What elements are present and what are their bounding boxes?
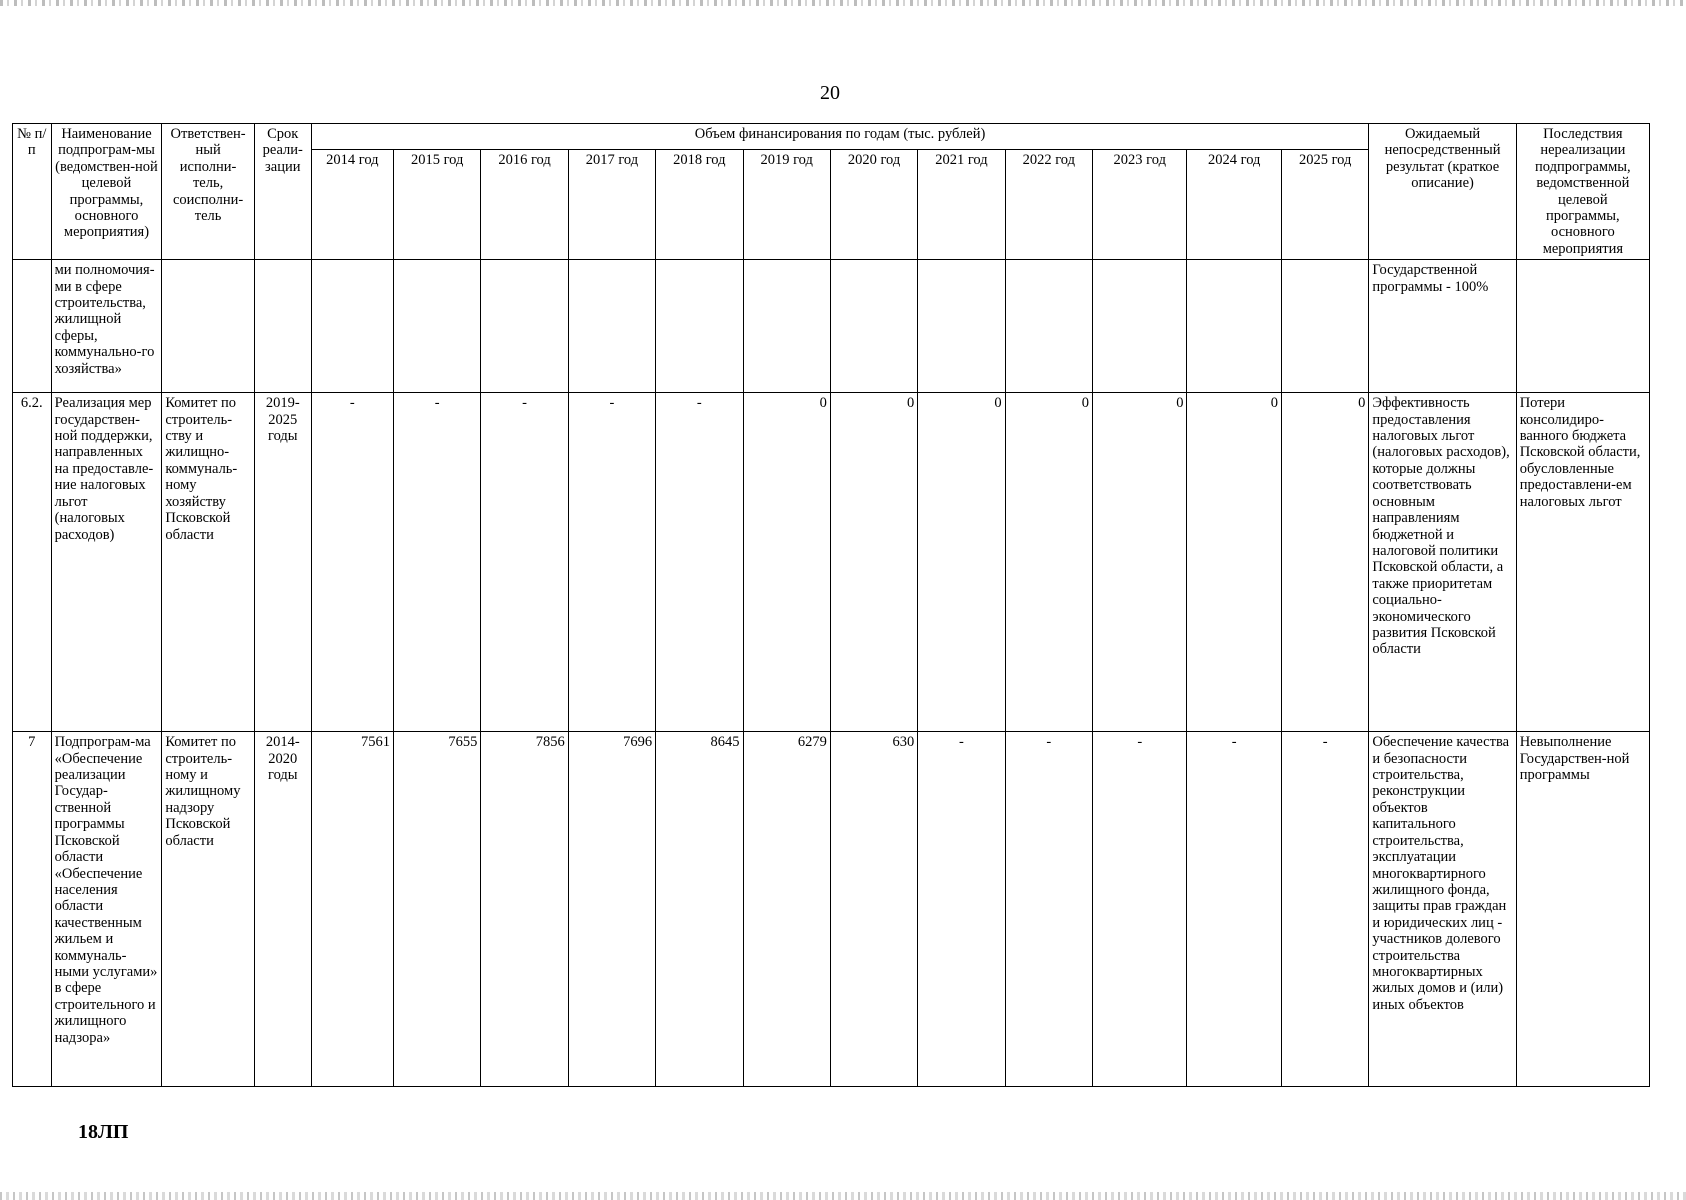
row-value: 0 xyxy=(1281,393,1368,732)
header-year: 2024 год xyxy=(1187,150,1281,260)
row-value: - xyxy=(1093,732,1187,1087)
row-value: 0 xyxy=(830,393,917,732)
row-value: 7655 xyxy=(394,732,481,1087)
header-num: № п/п xyxy=(13,124,52,260)
row-value: - xyxy=(918,732,1005,1087)
row-value: - xyxy=(656,393,743,732)
row-term xyxy=(254,260,311,393)
row-value: 7856 xyxy=(481,732,568,1087)
row-responsible: Комитет по строитель-ному и жилищному надзору Псковской области xyxy=(162,732,254,1087)
row-name: Реализация мер государствен-ной поддержки, направленных на предоставле-ние налоговых льгот (налоговых расходов) xyxy=(51,393,162,732)
row-result: Государственной программы - 100% xyxy=(1369,260,1516,393)
row-value xyxy=(1005,260,1092,393)
row-result: Эффективность предоставления налоговых льгот (налоговых расходов), которые должны соответствовать основным направлениям бюджетной и налоговой политики Псковской области, а также приоритетам социально-экономического развития Псковской области xyxy=(1369,393,1516,732)
header-year: 2022 год xyxy=(1005,150,1092,260)
header-responsible: Ответствен-ный исполни-тель, соисполни-тель xyxy=(162,124,254,260)
row-value: 630 xyxy=(830,732,917,1087)
row-value: 0 xyxy=(918,393,1005,732)
header-year: 2023 год xyxy=(1093,150,1187,260)
row-value: 7696 xyxy=(568,732,655,1087)
row-value: 0 xyxy=(1187,393,1281,732)
header-year: 2019 год xyxy=(743,150,830,260)
row-value xyxy=(311,260,393,393)
table-row-6-2 xyxy=(13,393,1650,732)
row-value: - xyxy=(311,393,393,732)
row-result: Обеспечение качества и безопасности строительства, реконструкции объектов капитального строительства, эксплуатации многоквартирного жилищного фонда, защиты прав граждан и юридических лиц - участников долевого строительства многоквартирных жилых домов и (или) иных объектов xyxy=(1369,732,1516,1087)
row-value xyxy=(481,260,568,393)
header-result: Ожидаемый непосредственный результат (краткое описание) xyxy=(1369,124,1516,260)
row-consequences: Невыполнение Государствен-ной программы xyxy=(1516,732,1649,1087)
header-year: 2017 год xyxy=(568,150,655,260)
header-year: 2020 год xyxy=(830,150,917,260)
row-name: ми полномочия-ми в сфере строительства, жилищной сферы, коммунально-го хозяйства» xyxy=(51,260,162,393)
row-value: - xyxy=(568,393,655,732)
row-value: 0 xyxy=(743,393,830,732)
scan-edge-top xyxy=(0,0,1686,6)
row-value: 0 xyxy=(1093,393,1187,732)
row-value xyxy=(656,260,743,393)
row-value xyxy=(394,260,481,393)
header-term: Срок реали-зации xyxy=(254,124,311,260)
header-consequences: Последствия нереализации подпрограммы, ведомственной целевой программы, основного мероприятия xyxy=(1516,124,1649,260)
row-value: 8645 xyxy=(656,732,743,1087)
row-value: - xyxy=(1281,732,1368,1087)
row-value: - xyxy=(481,393,568,732)
row-value xyxy=(568,260,655,393)
row-term: 2014-2020 годы xyxy=(254,732,311,1087)
row-value xyxy=(918,260,1005,393)
header-year: 2018 год xyxy=(656,150,743,260)
row-value: - xyxy=(394,393,481,732)
row-value: 0 xyxy=(1005,393,1092,732)
row-responsible: Комитет по строитель-ству и жилищно-коммуналь-ному хозяйству Псковской области xyxy=(162,393,254,732)
table-row-7 xyxy=(13,732,1650,1087)
row-value xyxy=(743,260,830,393)
header-year: 2016 год xyxy=(481,150,568,260)
row-value: 6279 xyxy=(743,732,830,1087)
row-name: Подпрограм-ма «Обеспечение реализации Государ-ственной программы Псковской области «Обеспечение населения области качественным жильем и коммуналь-ными услугами» в сфере строительного и жилищного надзора» xyxy=(51,732,162,1087)
funding-table xyxy=(12,123,1650,1087)
row-value xyxy=(1093,260,1187,393)
page-number: 20 xyxy=(820,82,840,104)
row-consequences xyxy=(1516,260,1649,393)
header-funding-group: Объем финансирования по годам (тыс. рублей) xyxy=(311,124,1369,150)
row-value xyxy=(1187,260,1281,393)
header-name: Наименование подпрограм-мы (ведомствен-ной целевой программы, основного мероприятия) xyxy=(51,124,162,260)
row-num: 7 xyxy=(13,732,52,1087)
row-value xyxy=(1281,260,1368,393)
header-year: 2025 год xyxy=(1281,150,1368,260)
row-value: 7561 xyxy=(311,732,393,1087)
scan-edge-bottom xyxy=(0,1192,1686,1200)
row-value xyxy=(830,260,917,393)
table-row-continuation xyxy=(13,260,1650,393)
row-responsible xyxy=(162,260,254,393)
row-value: - xyxy=(1187,732,1281,1087)
header-row xyxy=(13,124,1650,150)
row-value: - xyxy=(1005,732,1092,1087)
row-term: 2019-2025 годы xyxy=(254,393,311,732)
header-year: 2014 год xyxy=(311,150,393,260)
row-num: 6.2. xyxy=(13,393,52,732)
row-num xyxy=(13,260,52,393)
header-year: 2015 год xyxy=(394,150,481,260)
header-year: 2021 год xyxy=(918,150,1005,260)
document-code: 18ЛП xyxy=(78,1121,129,1143)
row-consequences: Потери консолидиро-ванного бюджета Псковской области, обусловленные предоставлени-ем налоговых льгот xyxy=(1516,393,1649,732)
